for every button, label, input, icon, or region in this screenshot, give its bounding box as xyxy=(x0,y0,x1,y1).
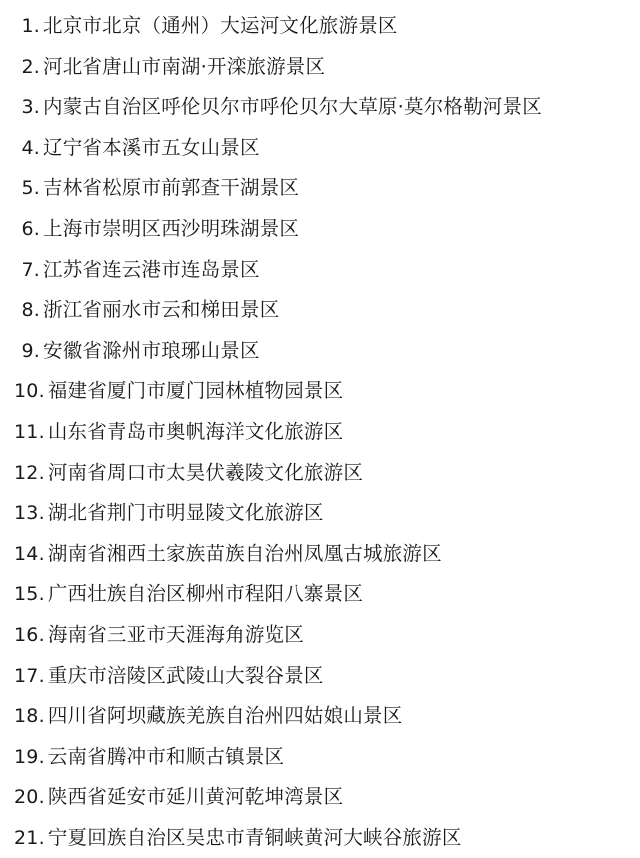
list-item-index: 6. xyxy=(21,217,40,240)
list-item-label: 广西壮族自治区柳州市程阳八寨景区 xyxy=(47,582,364,606)
list-item-label: 四川省阿坝藏族羌族自治州四姑娘山景区 xyxy=(47,704,403,728)
list-item-label: 云南省腾冲市和顺古镇景区 xyxy=(47,744,285,768)
list-item xyxy=(14,818,626,858)
list-item xyxy=(14,6,626,47)
list-item-label: 陕西省延安市延川黄河乾坤湾景区 xyxy=(47,785,344,809)
list-item xyxy=(14,737,626,778)
list-item xyxy=(14,412,626,453)
list-item-label: 辽宁省本溪市五女山景区 xyxy=(43,135,260,159)
list-item-index: 8. xyxy=(21,299,40,322)
list-item-index: 2. xyxy=(21,55,40,78)
list-item-index: 4. xyxy=(21,136,40,159)
list-item-index: 15. xyxy=(14,583,45,606)
list-item-label: 海南省三亚市天涯海角游览区 xyxy=(47,622,304,646)
list-item-index: 10. xyxy=(14,380,45,403)
list-item-label: 上海市崇明区西沙明珠湖景区 xyxy=(43,216,300,240)
list-item-index: 17. xyxy=(14,664,45,687)
list-item-label: 湖南省湘西土家族苗族自治州凤凰古城旅游区 xyxy=(47,541,442,565)
list-item xyxy=(14,615,626,656)
list-item xyxy=(14,128,626,169)
list-item-index: 14. xyxy=(14,542,45,565)
list-item-index: 16. xyxy=(14,623,45,646)
list-item-index: 20. xyxy=(14,786,45,809)
list-item-label: 山东省青岛市奥帆海洋文化旅游区 xyxy=(47,419,344,443)
list-item-label: 江苏省连云港市连岛景区 xyxy=(43,257,260,281)
list-item-index: 7. xyxy=(21,258,40,281)
list-item xyxy=(14,777,626,818)
list-item-label: 河南省周口市太昊伏羲陵文化旅游区 xyxy=(47,460,364,484)
list-item-label: 吉林省松原市前郭查干湖景区 xyxy=(43,176,300,200)
list-item-index: 19. xyxy=(14,745,45,768)
list-item-index: 13. xyxy=(14,502,45,525)
list-item-index: 1. xyxy=(21,15,40,37)
list-item xyxy=(14,331,626,372)
list-item xyxy=(14,209,626,250)
list-item-index: 11. xyxy=(14,420,45,443)
list-item-index: 3. xyxy=(21,96,40,119)
list-item-label: 重庆市涪陵区武陵山大裂谷景区 xyxy=(47,663,324,687)
list-item xyxy=(14,534,626,575)
list-item xyxy=(14,574,626,615)
list-item-index: 21. xyxy=(14,826,45,849)
list-item xyxy=(14,656,626,697)
list-item-label: 宁夏回族自治区吴忠市青铜峡黄河大峡谷旅游区 xyxy=(47,825,462,849)
list-item xyxy=(14,493,626,534)
list-item xyxy=(14,47,626,88)
list-item-label: 浙江省丽水市云和梯田景区 xyxy=(43,298,280,322)
list-item-label: 内蒙古自治区呼伦贝尔市呼伦贝尔大草原·莫尔格勒河景区 xyxy=(43,95,542,119)
list-item xyxy=(14,290,626,331)
list-item xyxy=(14,371,626,412)
list-item-index: 12. xyxy=(14,461,45,484)
list-item-index: 9. xyxy=(21,339,40,362)
list-item xyxy=(14,250,626,291)
list-item-label: 福建省厦门市厦门园林植物园景区 xyxy=(47,379,344,403)
list-item-index: 5. xyxy=(21,177,40,200)
list-item xyxy=(14,696,626,737)
list-item xyxy=(14,168,626,209)
list-item xyxy=(14,87,626,128)
list-item-index: 18. xyxy=(14,705,45,728)
list-item xyxy=(14,453,626,494)
list-item-label: 安徽省滁州市琅琊山景区 xyxy=(43,338,260,362)
list-item-label: 河北省唐山市南湖·开滦旅游景区 xyxy=(43,54,326,78)
list-item-label: 北京市北京（通州）大运河文化旅游景区 xyxy=(43,14,398,37)
list-item-label: 湖北省荆门市明显陵文化旅游区 xyxy=(47,501,324,525)
